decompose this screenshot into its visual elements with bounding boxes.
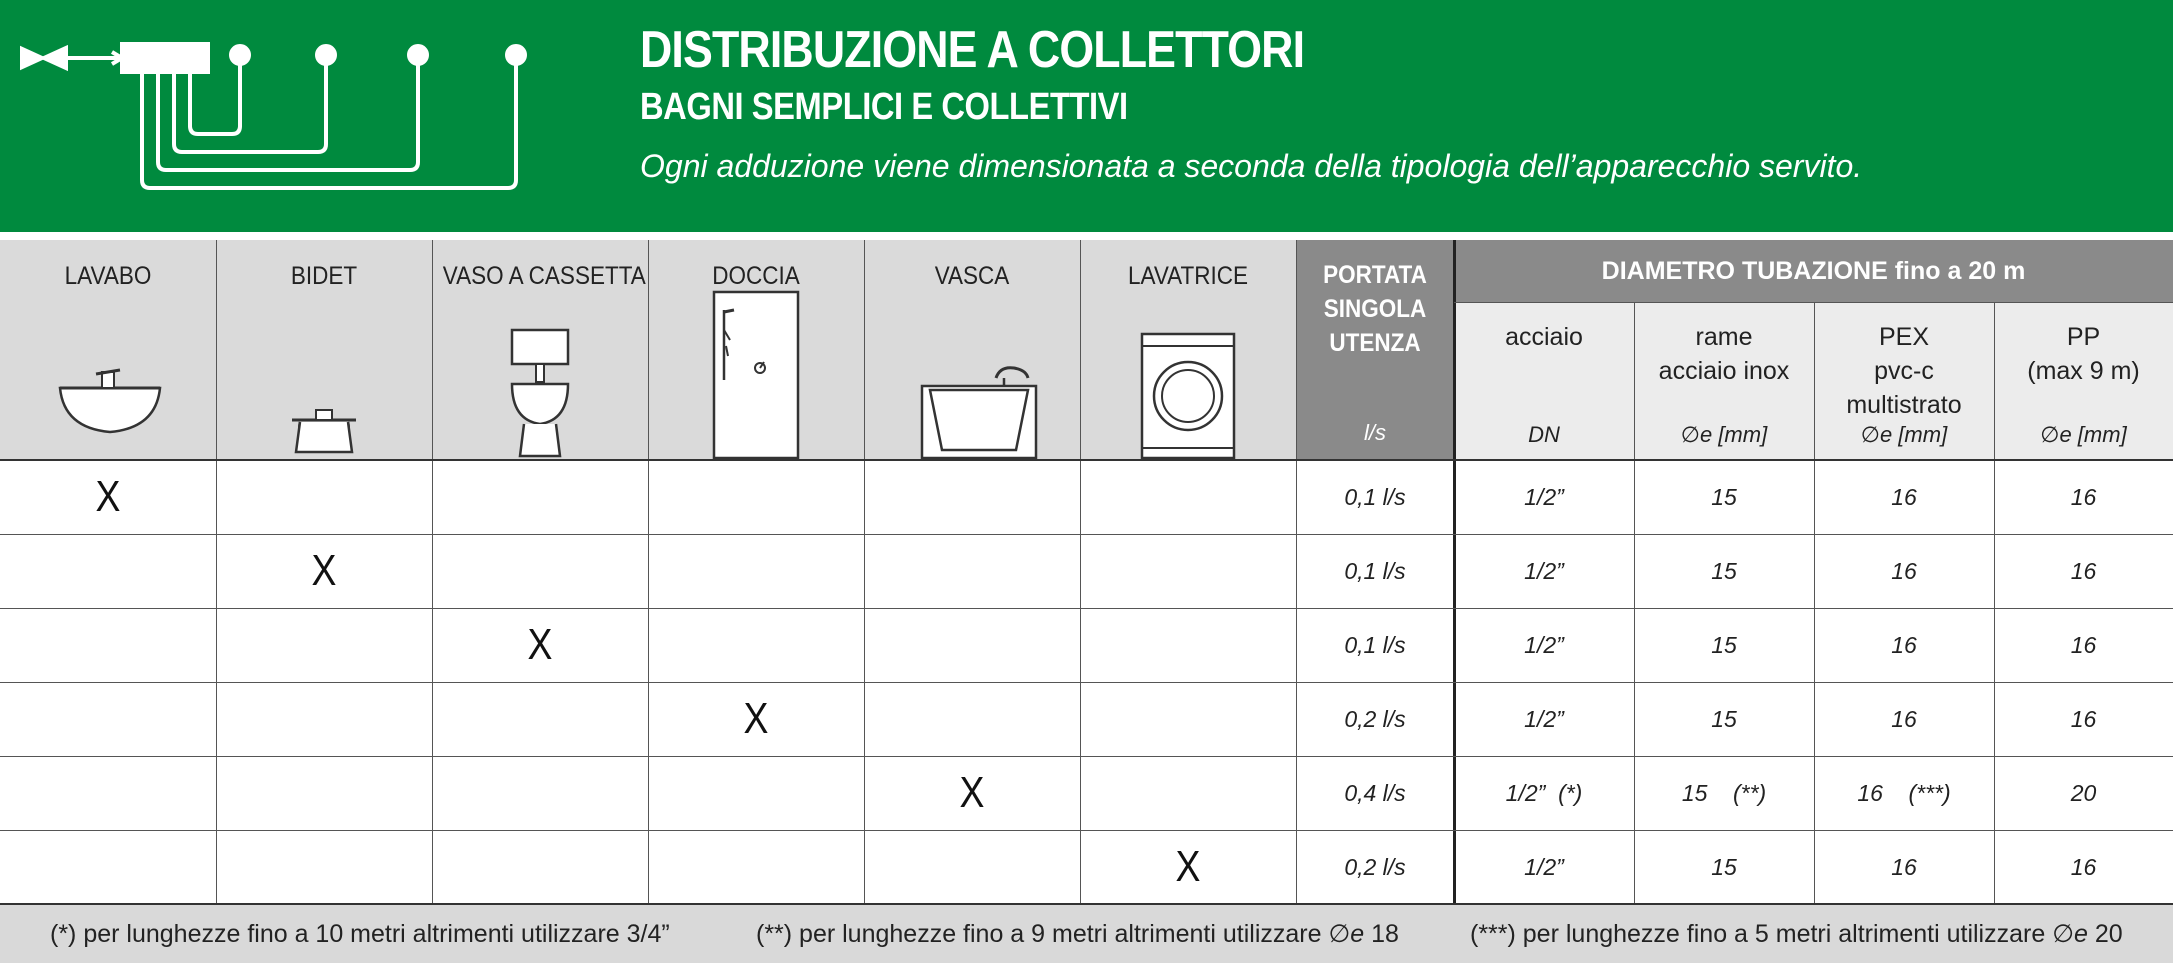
material-unit: DN [1528,422,1560,447]
fixture-mark: X [1175,842,1201,891]
column-divider [864,240,865,904]
page-title: DISTRIBUZIONE A COLLETTORI [640,21,1305,79]
cell-pp: 20 [2070,780,2097,806]
column-divider [648,240,649,904]
cell-acciaio: 1/2” (*) [1505,780,1583,806]
cell-pp: 16 [2070,854,2097,880]
material-label: multistrato [1846,391,1962,419]
row-divider [0,608,2173,609]
washbasin-icon [0,260,216,460]
cell-pp: 16 [2070,706,2097,732]
cell-acciaio: 1/2” [1524,484,1564,510]
cell-pex: 16 [1891,558,1917,584]
material-header-pex [1814,302,1994,460]
material-label: acciaio inox [1658,357,1790,385]
cell-pex: 16 (***) [1857,780,1951,806]
material-label: (max 9 m) [2027,357,2140,385]
cell-rame: 15 [1711,632,1737,658]
material-unit: ∅e [mm] [1680,422,1768,447]
cell-pp: 16 [2070,484,2097,510]
row-divider [0,534,2173,535]
footnote-3-value: 20 [2094,920,2123,948]
material-header-pp [1994,302,2173,460]
flow-header-line: PORTATA [1323,261,1427,289]
cell-flow: 0,1 l/s [1344,484,1406,510]
fixture-label: VASO A CASSETTA [442,262,646,290]
cell-pp: 16 [2070,632,2097,658]
column-divider [1994,302,1995,904]
fixture-label: DOCCIA [712,262,800,290]
fixture-mark: X [311,546,337,595]
material-label: acciaio [1505,323,1583,351]
header-cell-vaso [432,240,648,460]
column-divider [1814,302,1815,904]
cell-flow: 0,2 l/s [1344,706,1406,732]
header-cell-doccia [648,240,864,460]
footnote-2-value: 18 [1371,920,1399,948]
footnote-2-text: (**) per lunghezze fino a 9 metri altrimenti utilizzare [756,920,1322,948]
cell-acciaio: 1/2” [1524,706,1564,732]
header-cell-bidet [216,240,432,460]
fixture-label: LAVABO [64,262,152,290]
column-divider [1296,240,1297,904]
fixture-mark: X [743,694,769,743]
fixture-label: BIDET [290,262,358,290]
cell-flow: 0,4 l/s [1344,780,1406,806]
footnote-3-text: (***) per lunghezze fino a 5 metri altrimenti utilizzare [1470,920,2046,948]
diameter-symbol: ∅e [2052,920,2088,948]
diameter-symbol: ∅e [1328,920,1365,948]
material-label: pvc-c [1874,357,1934,385]
page-description: Ogni adduzione viene dimensionata a seconda della tipologia dell’apparecchio servito. [640,148,1863,184]
flow-header-line: SINGOLA [1323,295,1427,323]
header-cell-lavatrice [1080,240,1296,460]
washing-machine-icon [1080,260,1296,460]
footnotes [0,905,2173,963]
cell-rame: 15 [1711,854,1737,880]
cell-rame: 15 [1711,706,1737,732]
cell-pex: 16 [1891,632,1917,658]
material-unit: ∅e [mm] [2040,422,2127,447]
header-cell-lavabo [0,240,216,460]
row-divider [1454,302,2173,303]
cell-pex: 16 [1891,854,1917,880]
sizing-table [0,240,2173,905]
cell-acciaio: 1/2” [1524,632,1564,658]
cell-flow: 0,1 l/s [1344,632,1406,658]
toilet-cistern-icon [432,260,648,460]
cell-pex: 16 [1891,706,1917,732]
row-divider [0,682,2173,683]
cell-pp: 16 [2070,558,2097,584]
row-divider [0,756,2173,757]
material-header-acciaio [1454,302,1634,460]
material-label: PEX [1878,323,1930,351]
footnote-3 [1470,905,2123,963]
manifold-diagram-icon [20,30,540,200]
column-divider [432,240,433,904]
flow-rate-header [1296,240,1454,460]
page-subtitle: BAGNI SEMPLICI E COLLETTIVI [640,86,1128,128]
material-label: rame [1695,323,1753,351]
cell-pex: 16 [1891,484,1917,510]
fixture-mark: X [527,620,553,669]
fixture-label: LAVATRICE [1127,262,1249,290]
fixture-label: VASCA [934,262,1010,290]
footnote-1: (*) per lunghezze fino a 10 metri altrimenti utilizzare 3/4” [50,920,670,948]
fixture-mark: X [959,768,985,817]
column-divider [216,240,217,904]
column-divider [1080,240,1081,904]
header-cell-vasca [864,240,1080,460]
flow-unit: l/s [1364,420,1386,445]
cell-rame: 15 (**) [1681,780,1767,806]
row-divider [0,830,2173,831]
cell-flow: 0,2 l/s [1344,854,1406,880]
column-divider [1634,302,1635,904]
cell-acciaio: 1/2” [1524,558,1564,584]
material-unit: ∅e [mm] [1860,422,1948,447]
footnote-2 [756,905,1399,963]
diameter-header: DIAMETRO TUBAZIONE fino a 20 m [1454,240,2173,302]
column-divider [1453,240,1456,904]
fixture-mark: X [95,472,121,521]
material-header-rame [1634,302,1814,460]
cell-flow: 0,1 l/s [1344,558,1406,584]
bathtub-icon [864,260,1080,460]
cell-acciaio: 1/2” [1524,854,1564,880]
cell-rame: 15 [1711,558,1737,584]
shower-icon [648,260,864,460]
row-divider [0,459,2173,461]
material-label: PP [2066,323,2101,351]
flow-header-line: UTENZA [1329,329,1421,357]
cell-rame: 15 [1711,484,1737,510]
header-banner [0,0,2173,232]
bidet-icon [216,260,432,460]
